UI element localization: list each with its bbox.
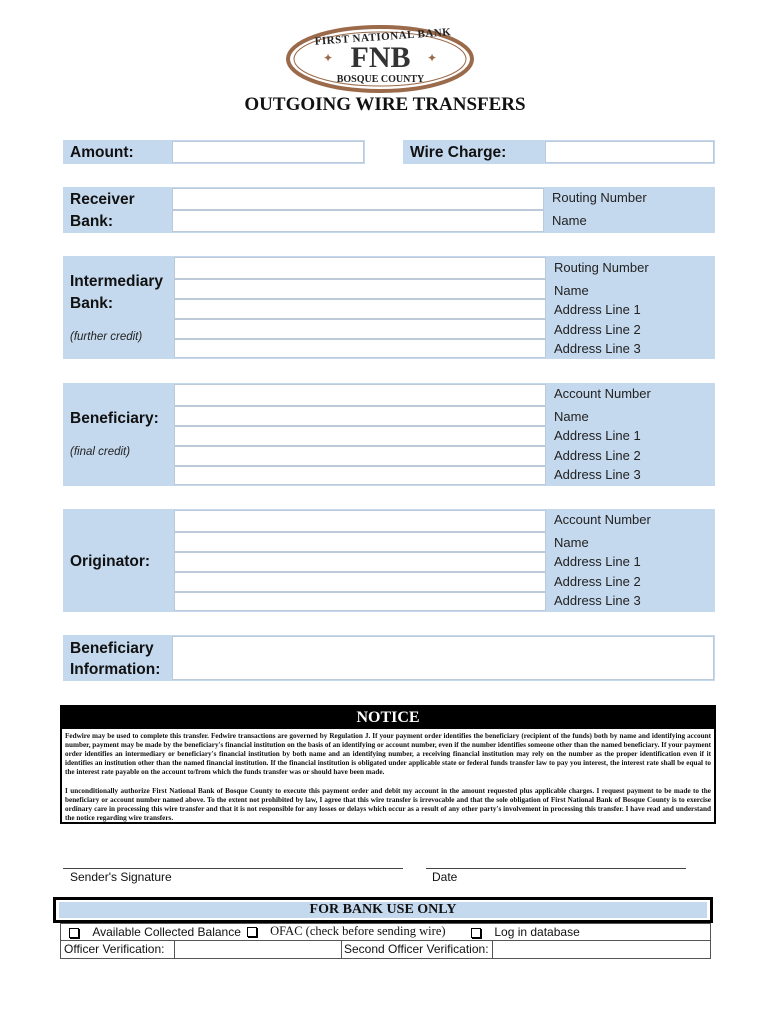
intermediary-address3-input[interactable] [174, 339, 546, 358]
bank-use-title: FOR BANK USE ONLY [309, 902, 457, 917]
available-balance-checkbox-row[interactable] [69, 925, 241, 939]
sender-signature-label: Sender's Signature [70, 870, 172, 884]
sender-signature-line[interactable] [63, 868, 403, 869]
available-balance-label: Available Collected Balance [92, 925, 241, 939]
notice-title-bar [62, 707, 714, 729]
intermediary-field-label: Name [554, 283, 589, 298]
originator-name-input[interactable] [174, 532, 546, 552]
logo-initials: FNB [350, 41, 411, 74]
intermediary-name-input[interactable] [174, 279, 546, 299]
notice-title: NOTICE [356, 709, 420, 726]
beneficiary-address3-input[interactable] [174, 466, 546, 485]
receiver-field-label: Name [552, 213, 587, 228]
officer-verification-input[interactable] [175, 941, 341, 958]
beneficiary-field-label: Address Line 2 [554, 448, 641, 463]
intermediary-label-2: Bank: [70, 295, 114, 312]
date-label: Date [432, 870, 458, 884]
intermediary-field-label: Address Line 1 [554, 302, 641, 317]
second-officer-verification-input[interactable] [493, 941, 709, 958]
originator-field-label: Name [554, 535, 589, 550]
beneficiary-info-label-1: Beneficiary [70, 640, 154, 657]
receiver-routing-input[interactable] [172, 188, 544, 210]
checkbox-icon[interactable] [69, 928, 79, 938]
date-line[interactable] [426, 868, 686, 869]
bank-use-header [53, 897, 713, 923]
intermediary-address2-input[interactable] [174, 319, 546, 339]
beneficiary-field-label: Address Line 3 [554, 467, 641, 482]
beneficiary-info-input[interactable] [172, 636, 714, 680]
wire-charge-input[interactable] [545, 141, 714, 163]
beneficiary-address2-input[interactable] [174, 446, 546, 466]
svg-text:✦: ✦ [323, 51, 334, 65]
amount-input[interactable] [172, 141, 364, 163]
svg-text:✦: ✦ [427, 51, 438, 65]
notice-paragraph-2: I unconditionally authorize First National Bank of Bosque County to execute this payment order and debit my account in the amount requested plus applicable charges. I request payment to be made to the beneficiary or account number named above. To the extent not prohibited by law, I agree that this wire transfer is irrevocable and that the sole obligation of First National Bank of Bosque County is to exercise ordinary care in processing this wire transfer and that it is not responsible for any losses or delays which occur as a result of any other party's involvement in processing this transfer. I have read and understand the notice regarding wire transfers. [65, 787, 711, 822]
intermediary-field-label: Address Line 2 [554, 322, 641, 337]
beneficiary-account-input[interactable] [174, 384, 546, 406]
notice-paragraph-1: Fedwire may be used to complete this transfer. Fedwire transactions are governed by Regulation J. If your payment order identifies the beneficiary (recipient of the funds) both by name and identifying account number, payment may be made by the beneficiary's financial institution on the basis of an identifying or account number, even if the number identifies someone other than the named beneficiary. If your payment order identifies an intermediary or beneficiary's financial institution by both name and an identifying number, a receiving financial institution may rely on the number as the proper identification even if it identifies an institution other than the named financial institution. If the financial institution is obligated under applicable state or federal funds transfer law to pay you interest, the interest rate shall be equal to the interest rate payable on the account to/from which the funds transfer was or should have been made. [65, 732, 711, 776]
receiver-name-input[interactable] [172, 210, 544, 232]
originator-field-label: Account Number [554, 512, 651, 527]
intermediary-routing-input[interactable] [174, 257, 546, 279]
bank-logo [283, 22, 478, 96]
originator-field-label: Address Line 2 [554, 574, 641, 589]
bank-use-table [60, 923, 711, 959]
checkbox-icon[interactable] [247, 927, 257, 937]
second-officer-verification-label: Second Officer Verification: [344, 942, 489, 956]
beneficiary-info-label-2: Information: [70, 661, 161, 678]
logo-top-text: FIRST NATIONAL BANK [314, 26, 452, 48]
intermediary-field-label: Address Line 3 [554, 341, 641, 356]
originator-account-input[interactable] [174, 510, 546, 532]
beneficiary-field-label: Address Line 1 [554, 428, 641, 443]
bank-use-col-divider [341, 940, 342, 958]
page-title: OUTGOING WIRE TRANSFERS [244, 94, 526, 115]
checkbox-icon[interactable] [471, 928, 481, 938]
beneficiary-name-input[interactable] [174, 406, 546, 426]
ofac-checkbox-row[interactable] [247, 924, 446, 939]
intermediary-note: (further credit) [70, 331, 143, 343]
originator-address3-input[interactable] [174, 592, 546, 611]
intermediary-field-label: Routing Number [554, 260, 649, 275]
receiver-label-1: Receiver [70, 191, 135, 208]
wire-charge-label: Wire Charge: [410, 144, 507, 161]
intermediary-label-1: Intermediary [70, 273, 164, 290]
log-database-label: Log in database [494, 925, 580, 939]
beneficiary-label: Beneficiary: [70, 410, 159, 427]
beneficiary-field-label: Account Number [554, 386, 651, 401]
beneficiary-address1-input[interactable] [174, 426, 546, 446]
log-database-checkbox-row[interactable] [471, 925, 580, 939]
logo-bottom-text: BOSQUE COUNTY [336, 74, 425, 85]
beneficiary-field-label: Name [554, 409, 589, 424]
intermediary-address1-input[interactable] [174, 299, 546, 319]
officer-verification-label: Officer Verification: [64, 942, 165, 956]
amount-label: Amount: [70, 144, 134, 161]
originator-field-label: Address Line 3 [554, 593, 641, 608]
originator-field-label: Address Line 1 [554, 554, 641, 569]
originator-address1-input[interactable] [174, 552, 546, 572]
ofac-label: OFAC (check before sending wire) [270, 924, 446, 938]
originator-label: Originator: [70, 553, 151, 570]
beneficiary-note: (final credit) [70, 446, 131, 458]
receiver-field-label: Routing Number [552, 190, 647, 205]
receiver-label-2: Bank: [70, 213, 114, 230]
originator-address2-input[interactable] [174, 572, 546, 592]
notice-box [60, 705, 716, 824]
